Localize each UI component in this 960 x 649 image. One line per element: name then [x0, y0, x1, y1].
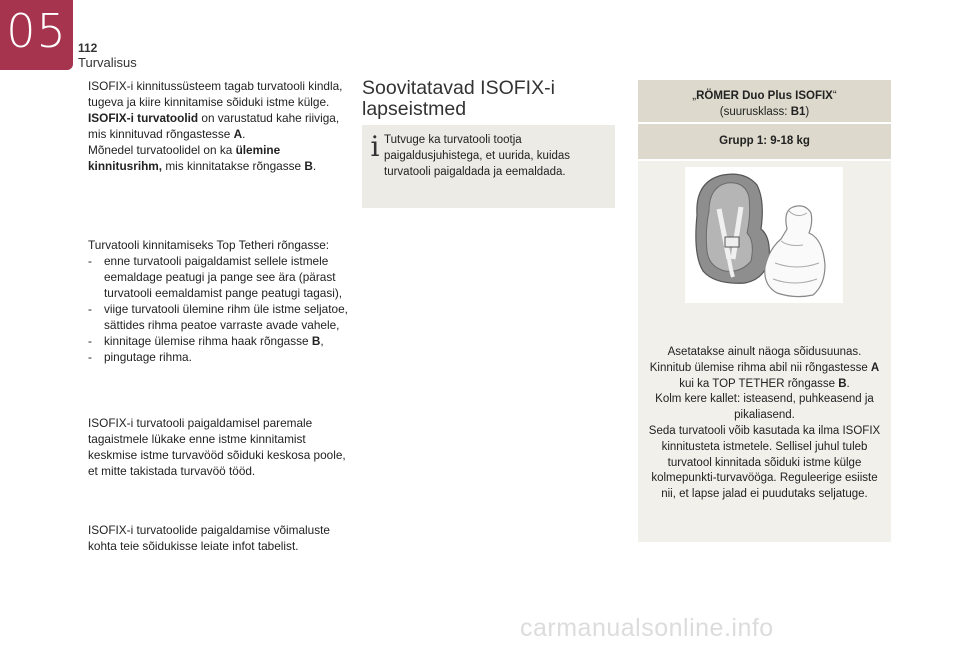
list-item [88, 301, 350, 333]
bullet-dash: - [88, 254, 92, 268]
section-title: Turvalisus [78, 55, 137, 70]
attachment-text-part: Kinnitub ülemise rihma abil nii rõngastesse [649, 361, 871, 374]
table-reference-paragraph: ISOFIX-i turvatoolide paigaldamise võimaluste kohta teie sõidukisse leiate infot tabelist. [88, 523, 330, 553]
size-class-value: B1 [790, 106, 806, 118]
info-box [362, 125, 615, 208]
size-class-label: (suurusklass: [719, 106, 791, 118]
period: . [846, 377, 850, 390]
attachment-text-part: kui ka TOP TETHER rõngasse [679, 377, 839, 390]
watermark: carmanualsonline.info [520, 614, 774, 642]
period: . [242, 127, 246, 141]
seat-instructions [644, 345, 885, 503]
intro-text-3: Mõnedel turvatoolidel on ka [88, 143, 236, 157]
ring-b-label: B [304, 159, 313, 173]
intro-text-2: on varustatud kahe riiviga, mis kinnituvad rõngastesse [88, 111, 340, 141]
ring-b-label: B [311, 334, 321, 348]
top-tether-instructions [88, 237, 350, 365]
bullet-dash: - [88, 334, 92, 348]
quote-open: „ [692, 90, 697, 102]
child-seat-illustration [685, 167, 843, 303]
step-text-part: kinnitage ülemise rihma haak rõngasse [104, 334, 312, 348]
size-class-close: ) [805, 106, 810, 118]
bullet-dash: - [88, 350, 92, 364]
list-item [88, 253, 350, 301]
seat-model-title: RÖMER Duo Plus ISOFIX [696, 90, 833, 102]
page-number: 112 [78, 41, 98, 55]
quote-close: “ [832, 90, 837, 102]
ring-a-label: A [870, 361, 880, 374]
top-tether-intro: Turvatooli kinnitamiseks Top Tetheri rõngasse: [88, 238, 330, 252]
step-text: viige turvatooli ülemine rihm üle istme seljatoe, sättides rihma peatoe varraste avade vahele, [104, 302, 348, 332]
isofix-seats-term: ISOFIX-i turvatoolid [88, 111, 199, 125]
ring-b-label: B [838, 377, 847, 390]
list-item [88, 349, 350, 365]
seat-description-cell [638, 161, 891, 542]
step-text: pingutage rihma. [104, 350, 192, 364]
intro-text-4: mis kinnitatakse rõngasse [162, 159, 305, 173]
page-heading: Soovitatavad ISOFIX-i lapseistmed [362, 77, 555, 120]
belt-usage-text: Seda turvatooli võib kasutada ka ilma ISOFIX kinnitusteta istmetele. Sellisel juhul tuleb turvatool kinnitada sõiduki istme külge kolmepunkti-turvavööga. Reguleerige esiiste nii, et lapse jalad ei puudutaks seljatuge. [648, 424, 881, 501]
orientation-text: Asetatakse ainult näoga sõidusuunas. [667, 346, 862, 358]
chapter-tab [0, 0, 73, 70]
bullet-dash: - [88, 302, 92, 316]
isofix-intro-paragraph [88, 78, 350, 174]
step-text-part: , [320, 334, 324, 348]
chapter-number: 05 [6, 4, 67, 58]
child-seat-icon [685, 167, 843, 303]
intro-text: ISOFIX-i kinnitussüsteem tagab turvatooli kindla, tugeva ja kiire kinnitamise sõiduki istme külge. [88, 79, 343, 109]
list-item [88, 333, 350, 349]
recline-positions-text: Kolm kere kallet: isteasend, puhkeasend ja pikaliasend. [655, 393, 874, 422]
step-text [104, 333, 350, 349]
period: . [312, 159, 317, 173]
ring-a-label: A [233, 127, 243, 141]
attachment-text [644, 361, 885, 393]
step-text: enne turvatooli paigaldamist sellele istmele eemaldage peatugi ja pange see ära (pärast turvatooli eemaldamist pange peatugi tagasi), [104, 254, 343, 300]
info-text: Tutvuge ka turvatooli tootja paigaldusjuhistega, et uurida, kuidas turvatooli paigaldada ja eemaldada. [384, 134, 571, 178]
seat-model-name [638, 88, 891, 104]
size-class [638, 104, 891, 120]
info-icon: i [370, 130, 380, 163]
weight-group: Grupp 1: 9-18 kg [638, 124, 891, 159]
seat-model-header [638, 80, 891, 122]
top-strap-term: ülemine kinnitusrihm, [88, 143, 281, 173]
rear-seat-paragraph: ISOFIX-i turvatooli paigaldamisel paremale tagaistmele lükake enne istme kinnitamist keskmise istme turvavööd sõiduki keskosa poole, et mitte takistada turvavöö tööd. [88, 416, 346, 478]
